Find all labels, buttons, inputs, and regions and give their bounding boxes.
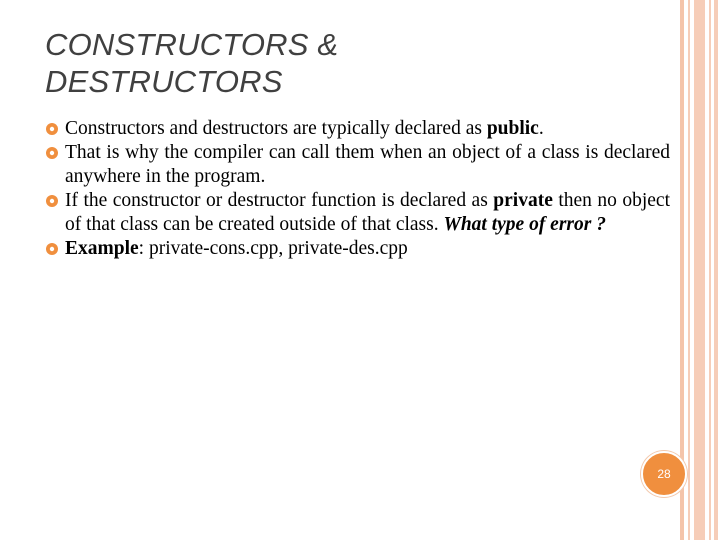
slide-title-line: CONSTRUCTORS & [45,27,339,62]
bullet-keyword: private [493,190,553,211]
bullet-text-part: If the constructor or destructor function is declared as [65,190,494,211]
bullet-item [45,189,670,237]
bullet-text-part: then no object of that class can be created outside of that class. [65,190,670,235]
decorative-bar [688,0,690,540]
bullet-text-part: . [538,118,544,139]
decorative-bar [709,0,711,540]
bullet-text [65,189,670,237]
bullet-text [65,117,670,141]
slide-title-line: DESTRUCTORS [45,64,283,99]
bullet-item [45,237,670,261]
page-number: 28 [657,467,671,481]
decorative-bar [694,0,705,540]
slide-title [45,26,605,100]
circle-bullet-icon [45,242,59,256]
circle-bullet-icon [45,122,59,136]
bullet-keyword: Example [65,238,139,259]
bullet-text-part: Constructors and destructors are typically declared as [65,118,487,139]
bullet-text-part: : private-cons.cpp, private-des.cpp [138,238,408,259]
bullet-text: That is why the compiler can call them when an object of a class is declared anywhere in the program. [65,142,670,187]
bullet-item [45,141,670,189]
decorative-bar [714,0,718,540]
bullet-keyword: public [486,118,539,139]
circle-bullet-icon [45,194,59,208]
page-number-badge [641,451,687,497]
bullet-list [45,117,670,261]
bullet-question: What type of error ? [443,214,606,235]
bullet-item [45,117,670,141]
bullet-text [65,237,670,261]
circle-bullet-icon [45,146,59,160]
